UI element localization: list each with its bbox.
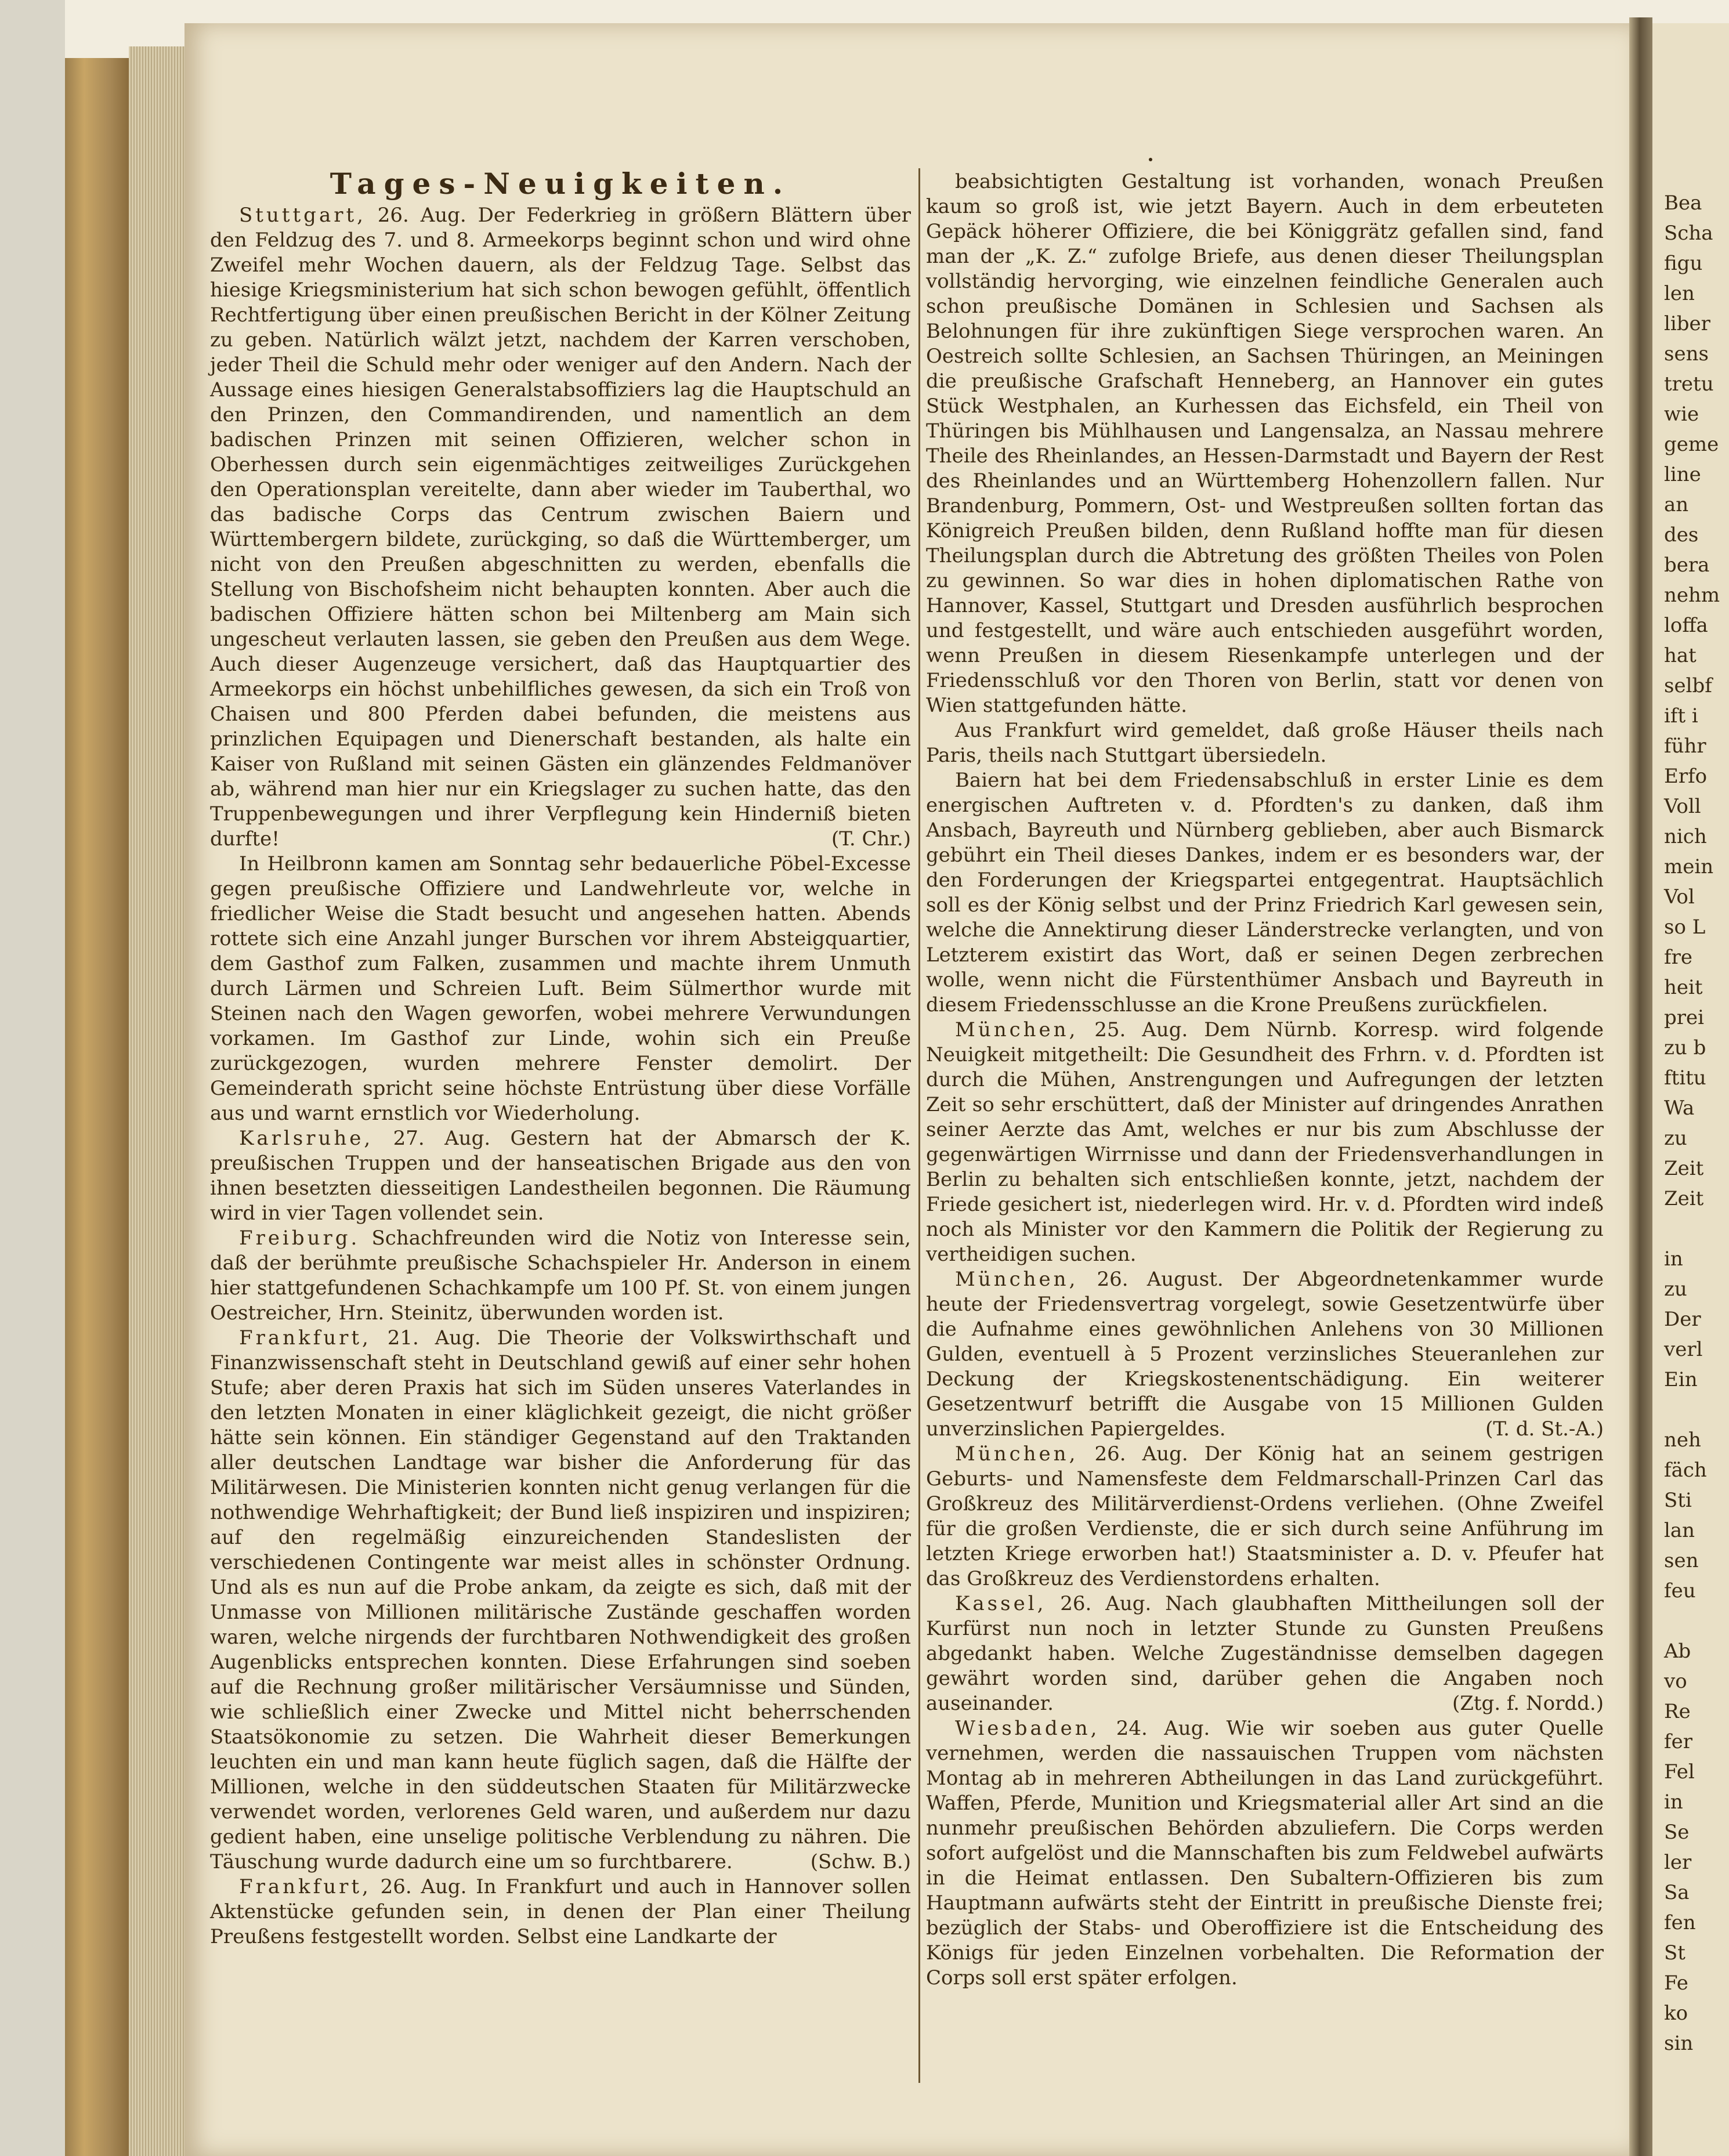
article-place: Wiesbaden, <box>955 1717 1100 1740</box>
article-place: Stuttgart, <box>239 204 366 227</box>
article-paragraph <box>926 768 1604 1018</box>
article-text: beabsichtigten Gestaltung ist vorhanden, wonach Preußen kaum so groß ist, wie jetzt Bayern. Auch in dem erbeuteten Gepäck höherer Offiziere, die bei Königgrätz gefallen sind, fand man der „K. Z.“ zufolge Briefe, aus denen dieser Theilungsplan vollständig hervorging, wie einzelnen feindliche Generalen auch schon preußische Domänen in Schlesien und Sachsen als Belohnungen für ihre zukünftigen Siege versprochen waren. An Oestreich sollte Schlesien, an Sachsen Thüringen, an Meiningen die preußische Grafschaft Henneberg, an Hannover ein gutes Stück Westphalen, an Kurhessen das Eichsfeld, ein Theil von Thüringen bis Mühlhausen und Langensalza, an Nassau mehrere Theile des Rheinlandes, an Hessen-Darmstadt und Bayern der Rest des Rheinlandes und an Württemberg Hohenzollern fallen. Nur Brandenburg, Pommern, Ost- und Westpreußen sollten fortan das Königreich Preußen bilden, denn Rußland hoffte man für diesen Theilungsplan durch die Abtretung des größten Theiles von Polen zu gewinnen. So war dies in hohen diplomatischen Rathe von Hannover, Kassel, Stuttgart und Dresden ausführlich besprochen und festgestellt, und wäre auch entschieden ausgeführt worden, wenn Preußen in diesem Riesenkampfe unterlegen und der Friedensschluß vor den Thoren von Berlin, statt vor denen von Wien stattgefunden hätte. <box>926 170 1604 717</box>
next-page-fragment: Sa <box>1664 1881 1690 1904</box>
next-page-fragment: sens <box>1664 342 1709 366</box>
article-date: 26. Aug. <box>377 204 466 227</box>
next-page-fragment: verl <box>1664 1338 1703 1361</box>
next-page-fragment: lan <box>1664 1519 1695 1542</box>
article-text: Der König hat an seinem gestrigen Geburts- und Namensfeste dem Feldmarschall-Prinzen Carl das Großkreuz des Militärverdienst-Ordens verliehen. (Ohne Zweifel für die großen Verdienste, die er sich durch seine Anführung im letzten Kriege erworben hat!) Staatsminister a. D. v. Pfeufer hat das Großkreuz des Verdienstordens erhalten. <box>926 1442 1604 1590</box>
article-date: 25. Aug. <box>1094 1018 1188 1041</box>
next-page-fragment: Ab <box>1664 1640 1691 1663</box>
next-page-fragment: len <box>1664 282 1695 305</box>
next-page-fragment: ift i <box>1664 704 1698 728</box>
article-source: (Schw. B.) <box>810 1850 911 1873</box>
next-page-fragment: ko <box>1664 2002 1688 2025</box>
next-page-fragment: zu <box>1664 1127 1687 1150</box>
article-date: 26. Aug. <box>1060 1592 1152 1615</box>
article-paragraph <box>926 169 1604 718</box>
next-page-fragment: sen <box>1664 1549 1699 1572</box>
next-page-fragment: mein <box>1664 855 1714 878</box>
book-cover-edge <box>65 58 129 2156</box>
article-place: München, <box>955 1018 1079 1041</box>
article-paragraph <box>926 718 1604 768</box>
article-paragraph <box>210 1226 911 1326</box>
article-text: Nach glaubhaften Mittheilungen soll der Kurfürst nun noch in letzter Stunde zu Gunsten Preußens abgedankt haben. Welche Zugeständnisse demselben dagegen gewährt worden sind, darüber gehen die Angaben noch auseinander. <box>926 1592 1604 1715</box>
article-place: Freiburg. <box>239 1227 360 1250</box>
article-text: Gestern hat der Abmarsch der K. preußischen Truppen und der hanseatischen Brigade aus den von ihnen besetzten diesseitigen Landestheilen begonnen. Die Räumung wird in vier Tagen vollendet sein. <box>210 1127 911 1225</box>
article-paragraph <box>926 1716 1604 1991</box>
article-date: 24. Aug. <box>1116 1717 1210 1740</box>
ornament-dot <box>1149 158 1152 161</box>
next-page-fragment: geme <box>1664 433 1719 456</box>
next-page-fragment: neh <box>1664 1428 1701 1452</box>
next-page-fragment: führ <box>1664 735 1706 758</box>
next-page-fragment: zu b <box>1664 1036 1706 1059</box>
page-edges <box>129 46 185 2156</box>
next-page-fragment: Bea <box>1664 191 1702 215</box>
next-page-fragment: fre <box>1664 946 1692 969</box>
next-page-fragment: sin <box>1664 2032 1694 2055</box>
next-page-fragment: fer <box>1664 1730 1692 1753</box>
article-date: 26. Aug. <box>380 1875 467 1898</box>
next-page-fragment: Ein <box>1664 1368 1698 1391</box>
article-text: Wie wir soeben aus guter Quelle vernehmen, werden die nassauischen Truppen vom nächsten Montag ab in mehreren Abtheilungen in das Land zurückgeführt. Waffen, Pferde, Munition und Kriegsmaterial aller Art sind an die nunmehr preußischen Behörden abzuliefern. Die Corps werden sofort aufgelöst und die Mannschaften bis zum Feldwebel aufwärts in die Heimat entlassen. Den Subaltern-Offizieren bis zum Hauptmann aufwärts steht der Eintritt in preußische Dienste frei; bezüglich der Stabs- und Oberoffiziere ist die Entscheidung des Königs für jeden Einzelnen vorbehalten. Die Reformation der Corps soll erst später erfolgen. <box>926 1717 1604 1989</box>
article-text: Schachfreunden wird die Notiz von Interesse sein, daß der berühmte preußische Schachspieler Hr. Anderson in einem hier stattgefundenen Schachkampfe um 100 Pf. St. von einem jungen Oestreicher, Hrn. Steinitz, überwunden worden ist. <box>210 1227 911 1325</box>
next-page-fragment: Voll <box>1664 795 1701 818</box>
next-page-fragment: fen <box>1664 1911 1696 1934</box>
article-text: Dem Nürnb. Korresp. wird folgende Neuigkeit mitgetheilt: Die Gesundheit des Frhrn. v. d. Pfordten ist durch die Mühen, Anstrengungen und Aufregungen der letzten Zeit so sehr erschüttert, daß der Minister auf dringendes Anrathen seiner Aerzte das Amt, welches er nur bis zum Abschlusse der gegenwärtigen Wirrnisse und dann der Friedensverhandlungen in Berlin zu behalten sich entschließen konnte, jetzt, nachdem der Friede gesichert ist, niederlegen wird. Hr. v. d. Pfordten wird indeß noch als Minister vor den Kammern die Politik der Regierung zu vertheidigen suchen. <box>926 1018 1604 1266</box>
next-page-fragment: Fel <box>1664 1760 1695 1784</box>
article-place: Karlsruhe, <box>239 1127 374 1150</box>
article-paragraph <box>210 203 911 852</box>
next-page-fragment: Se <box>1664 1821 1690 1844</box>
next-page-fragment: nich <box>1664 825 1707 848</box>
article-place: Kassel, <box>955 1592 1047 1615</box>
article-paragraph <box>210 852 911 1126</box>
next-page-fragment: vo <box>1664 1670 1687 1693</box>
next-page-fragment: Zeit <box>1664 1157 1704 1180</box>
page-heading: Tages-Neuigkeiten. <box>330 167 791 201</box>
next-page-fragment: Vol <box>1664 885 1695 909</box>
next-page-edge <box>1652 23 1729 2156</box>
next-page-fragment: Sti <box>1664 1489 1692 1512</box>
article-source: (Ztg. f. Nordd.) <box>1452 1692 1604 1715</box>
right-article-list <box>926 169 1604 1991</box>
next-page-fragment: fäch <box>1664 1459 1707 1482</box>
next-page-fragment: figu <box>1664 252 1703 275</box>
article-paragraph <box>926 1018 1604 1267</box>
next-page-fragment: St <box>1664 1941 1685 1965</box>
article-place: München, <box>955 1268 1079 1291</box>
article-text: Die Theorie der Volkswirthschaft und Finanzwissenschaft steht in Deutschland gewiß auf einer sehr hohen Stufe; aber deren Praxis hat sich im Süden unseres Vaterlandes in den letzten Monaten in einer kläglichkeit gezeigt, die nicht größer hätte sein können. Ein ständiger Gegenstand auf den Traktanden aller deutschen Landtage war bisher die Anforderung für das Militärwesen. Die Ministerien konnten nicht genug verlangen für die nothwendige Wehrhaftigkeit; der Bund ließ inspiziren und inspiziren; auf den regelmäßig einzureichenden Standeslisten der verschiedenen Contingente war meist alles in schönster Ordnung. Und als es nun auf die Probe ankam, da zeigte es sich, daß mit der Unmasse von Millionen militärische Zustände geschaffen worden waren, welche nirgends der furchtbaren Nothwendigkeit des großen Augenblicks entsprechen konnten. Diese Erfahrungen sind soeben auf die Rechnung großer militärischer Versäumnisse und Sünden, wie schließlich einer Zwecke und Mittel nicht beherrschenden Staatsökonomie zu setzen. Die Wahrheit dieser Bemerkungen leuchten ein und man kann heute füglich sagen, daß die Hälfte der Millionen, welche in den süddeutschen Staaten für Militärzwecke verwendet worden, verlorenes Geld waren, und außerdem nur dazu gedient haben, eine unselige politische Verblendung zu nähren. Die Täuschung wurde dadurch eine um so furchtbarere. <box>210 1326 911 1873</box>
next-page-fragment: des <box>1664 523 1699 547</box>
article-paragraph <box>210 1126 911 1226</box>
article-place: München, <box>955 1442 1079 1466</box>
article-paragraph <box>926 1591 1604 1716</box>
article-text: In Heilbronn kamen am Sonntag sehr bedauerliche Pöbel-Excesse gegen preußische Offiziere und Landwehrleute vor, welche in friedlicher Weise die Stadt besucht und angesehen hatten. Abends rottete sich eine Anzahl junger Burschen vor ihrem Absteigquartier, dem Gasthof zum Falken, zusammen und machte ihrem Unmuth durch Lärmen und Schreien Luft. Beim Sülmerthor wurde mit Steinen nach den Wagen geworfen, wobei mehrere Verwundungen vorkamen. Im Gasthof zur Linde, wohin sich ein Preuße zurückgezogen, wurden mehrere Fenster demolirt. Der Gemeinderath spricht seine höchste Entrüstung über diese Vorfälle aus und warnt ernstlich vor Wiederholung. <box>210 852 911 1125</box>
next-page-fragment: an <box>1664 493 1689 516</box>
next-page-fragment: tretu <box>1664 372 1714 396</box>
next-page-fragment: ler <box>1664 1851 1692 1874</box>
next-page-fragment: Zeit <box>1664 1187 1704 1210</box>
next-page-fragment: line <box>1664 463 1701 486</box>
article-paragraph <box>926 1267 1604 1442</box>
next-page-fragment: hat <box>1664 644 1697 667</box>
next-page-fragment: Der <box>1664 1308 1701 1331</box>
next-page-fragment: so L <box>1664 916 1706 939</box>
next-page-fragment: ftitu <box>1664 1066 1706 1090</box>
article-text: Baiern hat bei dem Friedensabschluß in erster Linie es dem energischen Auftreten v. d. Pfordten's zu danken, daß ihm Ansbach, Bayreuth und Nürnberg geblieben, aber auch Bismarck gebührt ein Theil dieses Dankes, indem er es besonders war, der den Forderungen der Kriegspartei entgegentrat. Hauptsächlich soll es der König selbst und der Prinz Friedrich Karl gewesen sein, welche die Annektirung dieser Länderstrecke verlangten, und von Letzterem existirt das Wort, daß er seinen Degen zerbrechen wolle, wenn nicht die Fürstenthümer Ansbach und Bayreuth in diesem Friedensschlusse an die Krone Preußens zurückfielen. <box>926 769 1604 1016</box>
next-page-fragment: Wa <box>1664 1097 1695 1120</box>
article-source: (T. Chr.) <box>831 827 911 851</box>
article-paragraph <box>210 1326 911 1875</box>
next-page-fragment: Fe <box>1664 1971 1688 1995</box>
article-date: 27. Aug. <box>393 1127 491 1150</box>
next-page-fragment: in <box>1664 1790 1683 1814</box>
next-page-fragment: Re <box>1664 1700 1691 1723</box>
article-paragraph <box>926 1442 1604 1591</box>
article-place: Frankfurt, <box>239 1326 371 1350</box>
column-divider <box>918 168 920 2083</box>
next-page-fragment: prei <box>1664 1006 1705 1029</box>
article-source: (T. d. St.-A.) <box>1485 1417 1604 1441</box>
next-page-fragment: zu <box>1664 1278 1687 1301</box>
next-page-fragment: selbf <box>1664 674 1712 697</box>
left-column <box>210 165 911 1949</box>
article-text: Aus Frankfurt wird gemeldet, daß große Häuser theils nach Paris, theils nach Stuttgart übersiedeln. <box>926 719 1604 767</box>
article-paragraph <box>210 1875 911 1949</box>
next-page-fragment: wie <box>1664 403 1699 426</box>
article-text: Der Federkrieg in größern Blättern über den Feldzug des 7. und 8. Armeekorps beginnt schon und wird ohne Zweifel mehr Wochen dauern, als der Feldzug Tage. Selbst das hiesige Kriegsministerium hat sich schon bewogen gefühlt, öffentlich Rechtfertigung über einen preußischen Bericht in der Kölner Zeitung zu geben. Natürlich wälzt jetzt, nachdem der Karren verschoben, jeder Theil die Schuld mehr oder weniger auf den Andern. Nach der Aussage eines hiesigen Generalstabsoffiziers lag die Hauptschuld an den Prinzen, den Commandirenden, und namentlich an dem badischen Prinzen mit seinen Offizieren, welcher schon in Oberhessen durch sein eigenmächtiges zeitweiliges Zurückgehen den Operationsplan vereitelte, dann aber wieder im Tauberthal, wo das badische Corps das Centrum zwischen Baiern und Württembergern bildete, zurückging, so daß die Württemberger, um nicht von den Preußen abgeschnitten zu werden, ebenfalls die Stellung von Bischofsheim nicht behaupten konnten. Aber auch die badischen Offiziere hätten schon bei Miltenberg am Main sich ungescheut verlauten lassen, sie geben den Preußen aus dem Wege. Auch dieser Augenzeuge versichert, daß das Hauptquartier des Armeekorps ein höchst unbehilfliches gewesen, da sich ein Troß von Chaisen und 800 Pferden dabei befunden, die meistens aus prinzlichen Equipagen und Dienerschaft bestanden, als halte ein Kaiser von Rußland mit seinen Gästen ein glänzendes Feldmanöver ab, während man hier nur ein Kriegslager zu suchen hatte, das den Truppenbewegungen und ihrer Verpflegung kein Hinderniß bieten durfte! <box>210 204 911 851</box>
right-column <box>926 169 1604 1991</box>
next-page-fragment: bera <box>1664 554 1710 577</box>
next-page-fragment: heit <box>1664 976 1703 999</box>
background-left <box>0 0 65 2156</box>
next-page-fragment: in <box>1664 1247 1683 1271</box>
next-page-fragment: feu <box>1664 1579 1696 1602</box>
article-date: 21. Aug. <box>387 1326 481 1350</box>
article-place: Frankfurt, <box>239 1875 371 1898</box>
article-date: 26. August. <box>1097 1268 1224 1291</box>
next-page-fragment: liber <box>1664 312 1710 335</box>
next-page-fragment: loffa <box>1664 614 1708 637</box>
next-page-fragment: Erfo <box>1664 765 1708 788</box>
next-page-fragment: nehm <box>1664 584 1720 607</box>
next-page-fragment: Scha <box>1664 222 1713 245</box>
article-text: Der Abgeordnetenkammer wurde heute der Friedensvertrag vorgelegt, sowie Gesetzentwürfe über die Aufnahme eines gewöhnlichen Anlehens von 30 Millionen Gulden, eventuell à 5 Prozent verzinsliches Steueranlehen zur Deckung der Kriegskostenentschädigung. Ein weiterer Gesetzentwurf betrifft die Ausgabe von 15 Millionen Gulden unverzinslichen Papiergeldes. <box>926 1268 1604 1441</box>
article-date: 26. Aug. <box>1094 1442 1188 1466</box>
left-article-list <box>210 203 911 1949</box>
book-gutter <box>1629 17 1652 2156</box>
article-text: In Frankfurt und auch in Hannover sollen Aktenstücke gefunden sein, in denen der Plan einer Theilung Preußens festgestellt worden. Selbst eine Landkarte der <box>210 1875 911 1948</box>
